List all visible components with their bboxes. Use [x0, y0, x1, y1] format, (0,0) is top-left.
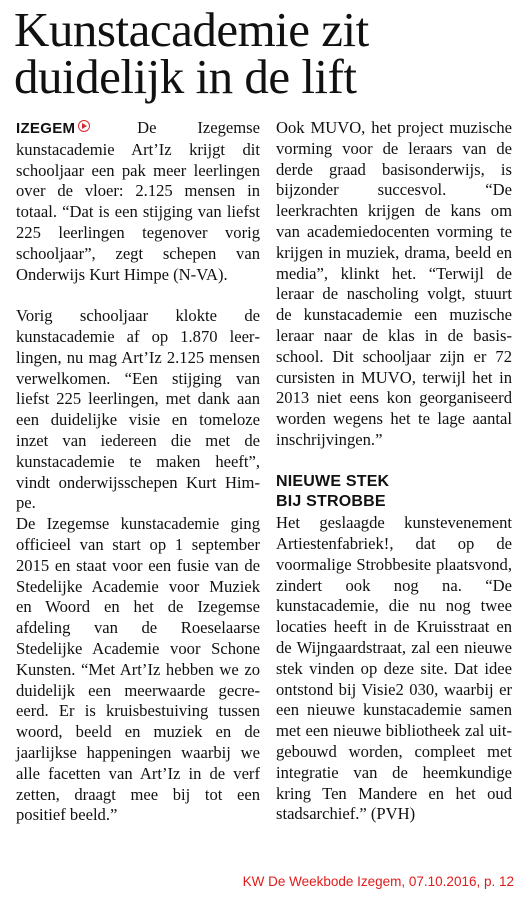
intro-text: De Izegemse kunstacademie Art’Iz krijgt dit schooljaar een pak meer leerlingen over de vloer: 2.125 mensen in totaal. “Dat is een stijging van liefst 225 leerlingen tegenover vorig schooljaar”, zegt schepen van Onderwijs Kurt Himpe (N-VA). — [16, 118, 260, 284]
dateline: IZEGEM — [16, 120, 76, 137]
subheading — [276, 472, 512, 514]
strobbe-paragraph: Het geslaagde kunstevenement Artiestenfabriek!, dat op de voormalige Strobbesite plaatsvond, zindert ook nog na. “De kunstacademie, die nu nog twee locaties heeft in de Kruisstraat en de Wijngaardstraat, zal een nieuwe stek vinden op deze site. Dat idee ontstond bij Visie2 030, waarbij er een nieuwe kunstacademie samen met een nieuwe bibliotheek zal uitgebouwd worden, compleet met integratie van de heemkundige kring Ten Mandere en het oud stadsarchief.” (PVH) — [276, 513, 512, 824]
body-paragraph-3: De Izegemse kunstacademie ging officieel van start op 1 september 2015 en staat voor een fusie van de Stedelijke Academie voor Muziek en Woord en het de Izegemse afdeling van de Roeselaarse Stedelijke Academie voor Schone Kunsten. “Met Art’Iz hebben we zo duidelijk een meerwaarde gecreeerd. Er is kruisbestuiving tussen woord, beeld en muziek en de jaarlijkse happeningen waarbij we alle facetten van Art’Iz in de verf zetten, draagt mee bij tot een positief beeld.” — [16, 514, 260, 825]
body-paragraph-2: Vorig schooljaar klokte de kunstacademie af op 1.870 leerlingen, nu mag Art’Iz 2.125 mensen verwelkomen. “Een stijging van liefst 225 leerlingen, met dank aan een duidelijke visie en tomeloze inzet van iedereen die met de kunstacademie te maken heeft”, vindt onderwijsschepen Kurt Himpe. — [16, 306, 260, 513]
muvo-paragraph: Ook MUVO, het project muzische vorming voor de leraars van de derde graad basisonderwijs, is bijzonder succesvol. “De leerkrachten krijgen de kans om van academiedocenten vorming te krijgen in muziek, drama, beeld en media”, klinkt het. “Terwijl de leraar de nascholing volgt, stuurt de kunstacademie een muzische leraar naar de klas in de basisschool. Dit schooljaar zijn er 72 cursisten in MUVO, terwijl het in 2013 niet eens kon georganiseerd worden wegens het te lage aantal inschrijvingen.” — [276, 118, 512, 449]
left-column — [16, 118, 260, 826]
intro-paragraph — [16, 118, 260, 285]
arrow-circle-icon — [78, 120, 90, 132]
subheading-line-1: NIEUWE STEK — [276, 472, 390, 490]
subheading-line-2: BIJ STROBBE — [276, 493, 386, 511]
source-citation: KW De Weekbode Izegem, 07.10.2016, p. 12 — [242, 874, 514, 889]
right-column — [276, 118, 512, 825]
headline: Kunstacademie zit duidelijk in de lift — [14, 2, 369, 104]
